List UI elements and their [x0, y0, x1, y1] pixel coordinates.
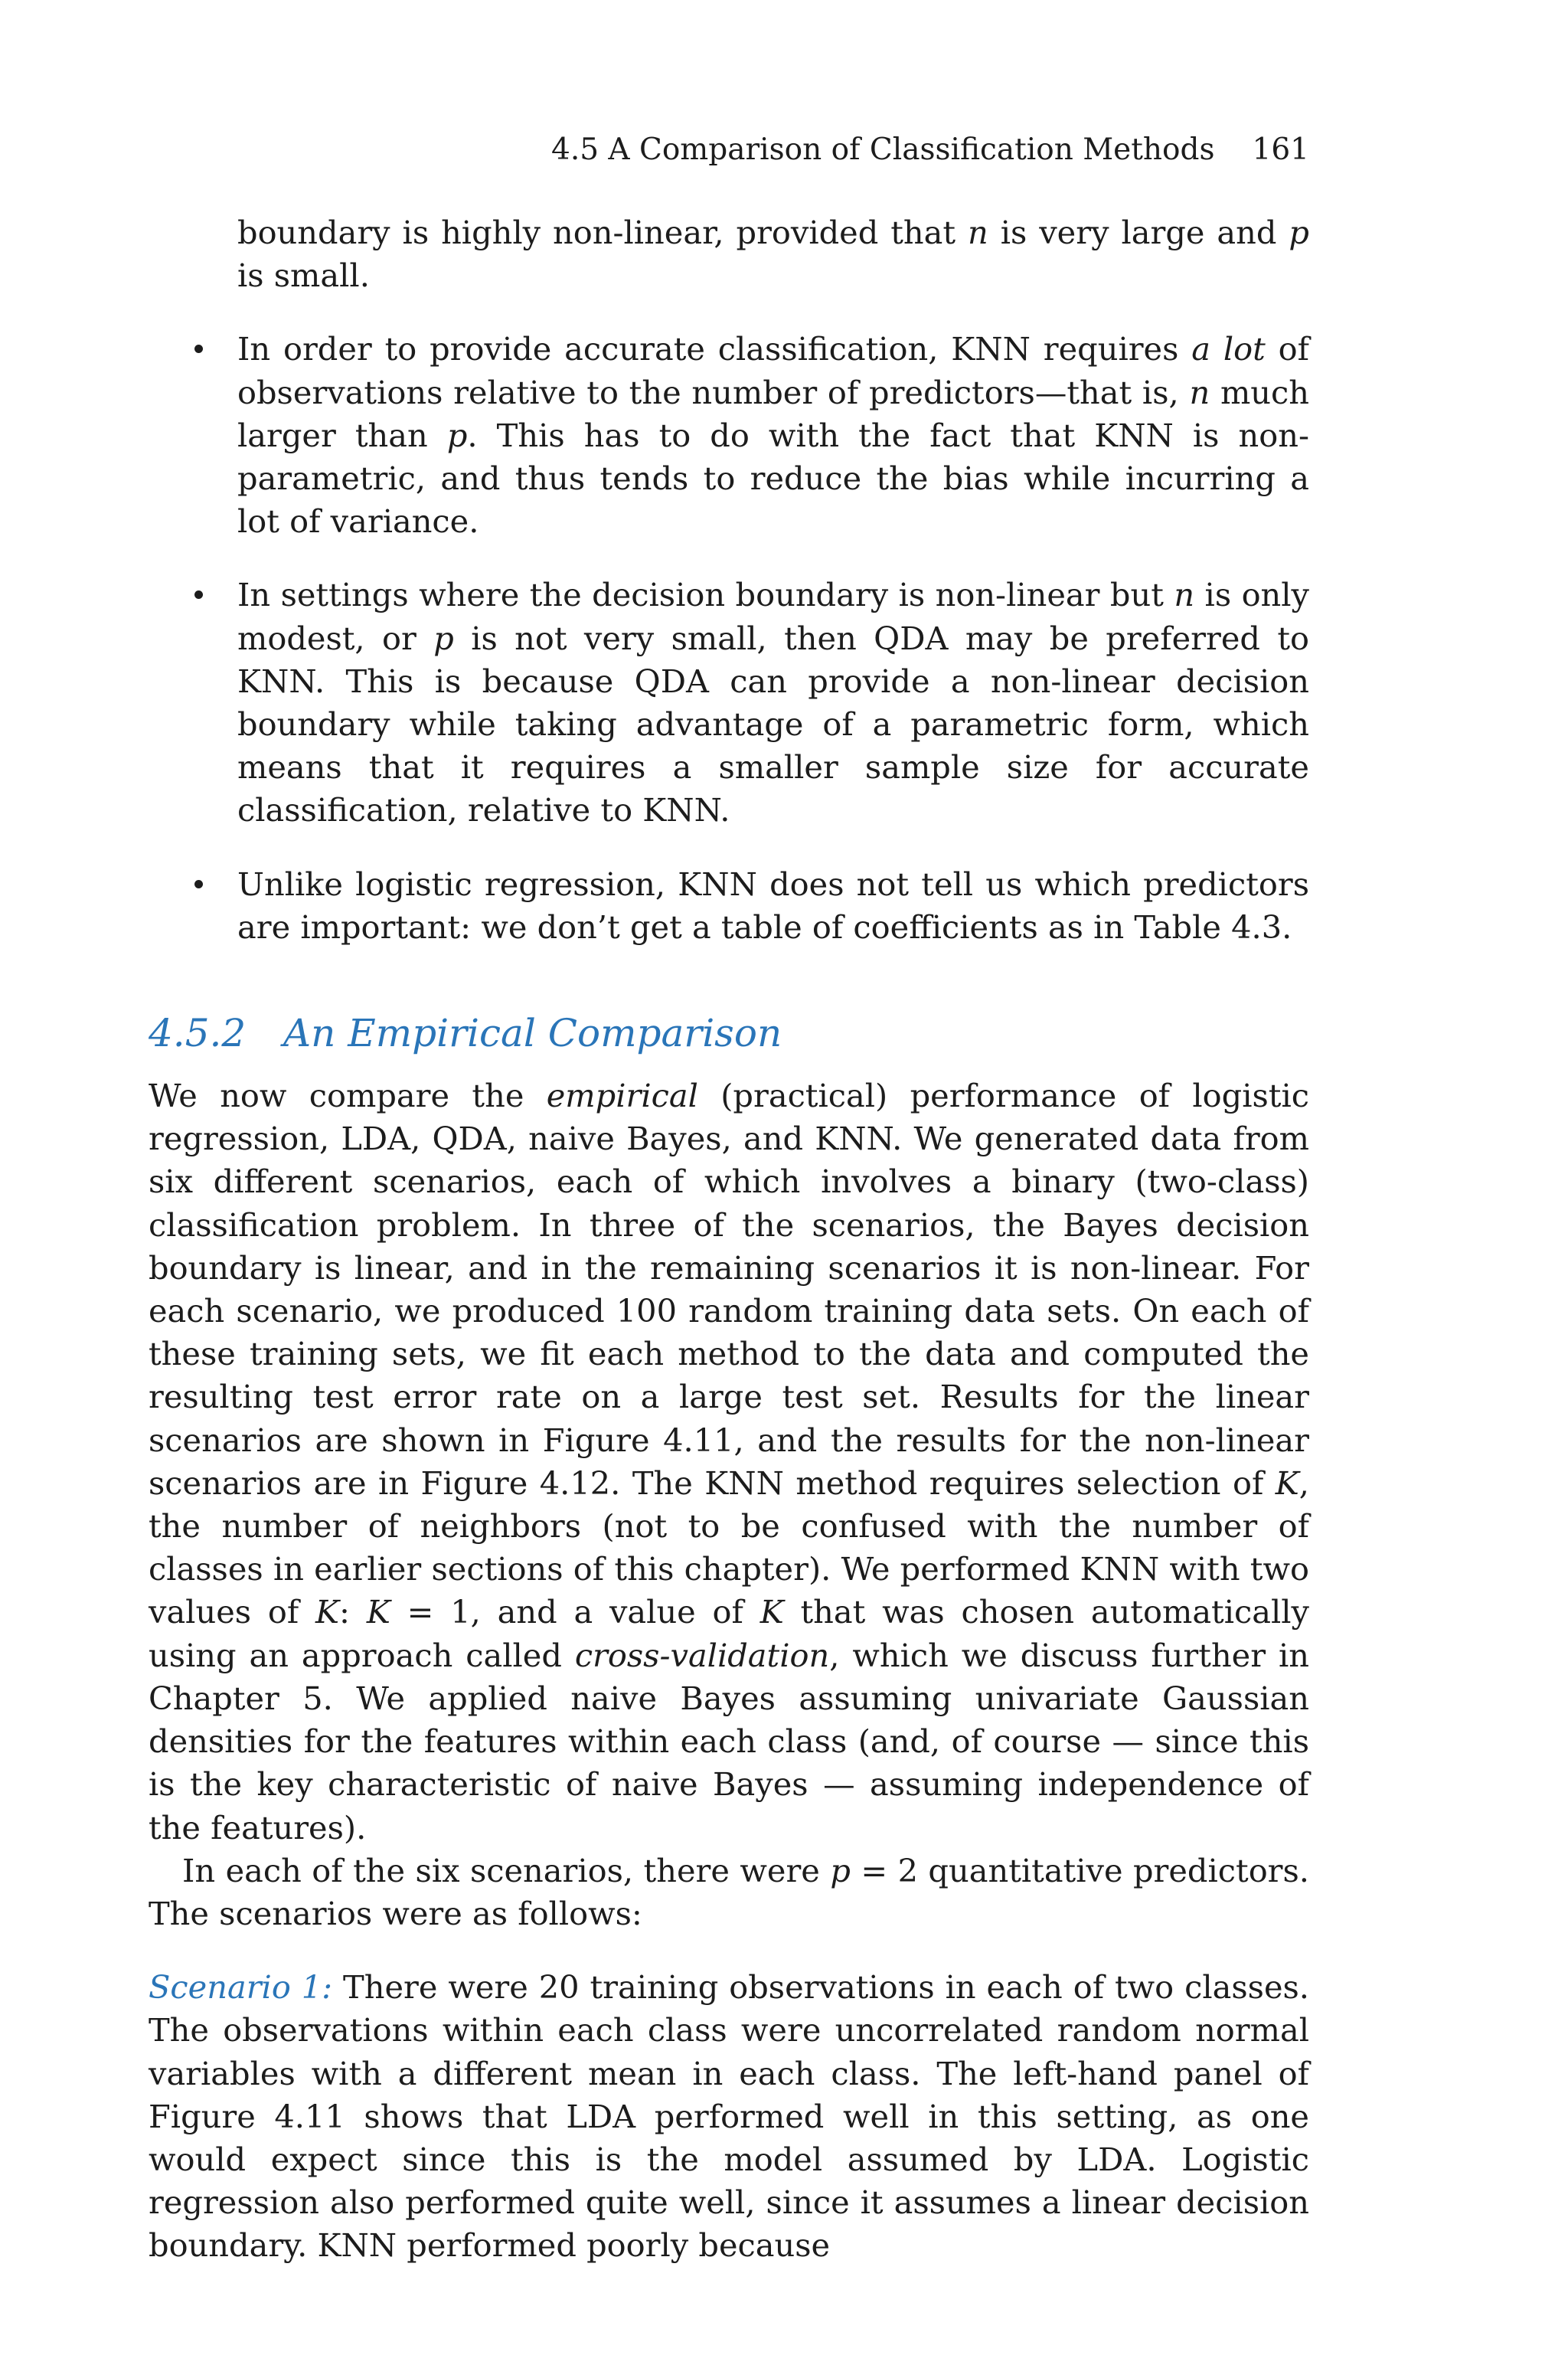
emphasis-text: empirical: [546, 1077, 698, 1115]
variable-n: n: [1189, 373, 1210, 411]
bullet-dot-icon: [194, 345, 203, 353]
section-title: An Empirical Comparison: [283, 1011, 782, 1056]
body-paragraph: In each of the six scenarios, there were p = 2 quantitative predictors. The scenarios were as follows:: [149, 1851, 1309, 1932]
continued-paragraph: boundary is highly non-linear, provided that n is very large and p is small.: [237, 214, 1309, 295]
body-paragraph: We now compare the empirical (practical) performance of logistic regression, LDA, QDA, naive Bayes, and KNN. We generated data from six different scenarios, each of which involves a binary (two-class) classification problem. In three of the scenarios, the Bayes decision boundary is linear, and in the remaining scenarios it is non-linear. For each scenario, we produced 100 random training data sets. On each of these training sets, we fit each method to the data and computed the resulting test error rate on a large test set. Results for the linear scenarios are shown in Figure 4.11, and the results for the non-linear scenarios are in Figure 4.12. The KNN method requires selection of K, the number of neighbors (not to be confused with the number of classes in earlier sections of this chapter). We performed KNN with two values of K: K = 1, and a value of K that was chosen automatically using an approach called cross-validation, which we discuss further in Chapter 5. We applied naive Bayes assuming univariate Gaussian densities for the features within each class (and, of course — since this is the key characteristic of naive Bayes — assuming independence of the features).: [149, 1077, 1309, 1846]
bullet-dot-icon: [194, 880, 203, 888]
variable-n: n: [968, 214, 988, 251]
variable-p: p: [446, 416, 468, 454]
page-number: 161: [1252, 132, 1309, 167]
variable-k: K: [760, 1593, 784, 1631]
scenario-paragraph: Scenario 1: There were 20 training observations in each of two classes. The observations within each class were uncorrelated random normal variables with a different mean in each class. The left-hand panel of Figure 4.11 shows that LDA performed well in this setting, as one would expect since this is the model assumed by LDA. Logistic regression also performed quite well, since it assumes a linear decision boundary. KNN performed poorly because: [149, 1968, 1309, 2265]
scenario-label: Scenario 1:: [149, 1968, 333, 2007]
page-body: [149, 211, 1309, 2268]
variable-n: n: [1174, 576, 1195, 614]
variable-p: p: [830, 1851, 851, 1889]
variable-k: K: [1275, 1464, 1299, 1502]
section-heading: [149, 1010, 1309, 1056]
variable-k: K: [366, 1593, 390, 1631]
bullet-item: In settings where the decision boundary is non-linear but n is only modest, or p is not very small, then QDA may be preferred to KNN. This is because QDA can provide a non-linear decision boundary while taking advantage of a parametric form, which means that it requires a smaller sample size for accurate classification, relative to KNN.: [149, 574, 1309, 832]
bullet-item: In order to provide accurate classification, KNN requires a lot of observations relative to the number of predictors—that is, n much larger than p. This has to do with the fact that KNN is non-parametric, and thus tends to reduce the bias while incurring a lot of variance.: [149, 328, 1309, 543]
variable-p: p: [1289, 214, 1309, 251]
variable-k: K: [315, 1593, 340, 1631]
running-title: 4.5 A Comparison of Classification Methods: [551, 132, 1215, 167]
variable-p: p: [433, 619, 454, 657]
emphasis-text: a lot: [1191, 330, 1266, 368]
page-header: [551, 127, 1309, 173]
bullet-dot-icon: [194, 590, 203, 599]
bullet-item: Unlike logistic regression, KNN does not tell us which predictors are important: we don’t get a table of coefficients as in Table 4.3.: [149, 863, 1309, 949]
section-number: 4.5.2: [149, 1011, 247, 1056]
emphasis-text: cross-validation: [574, 1636, 830, 1674]
